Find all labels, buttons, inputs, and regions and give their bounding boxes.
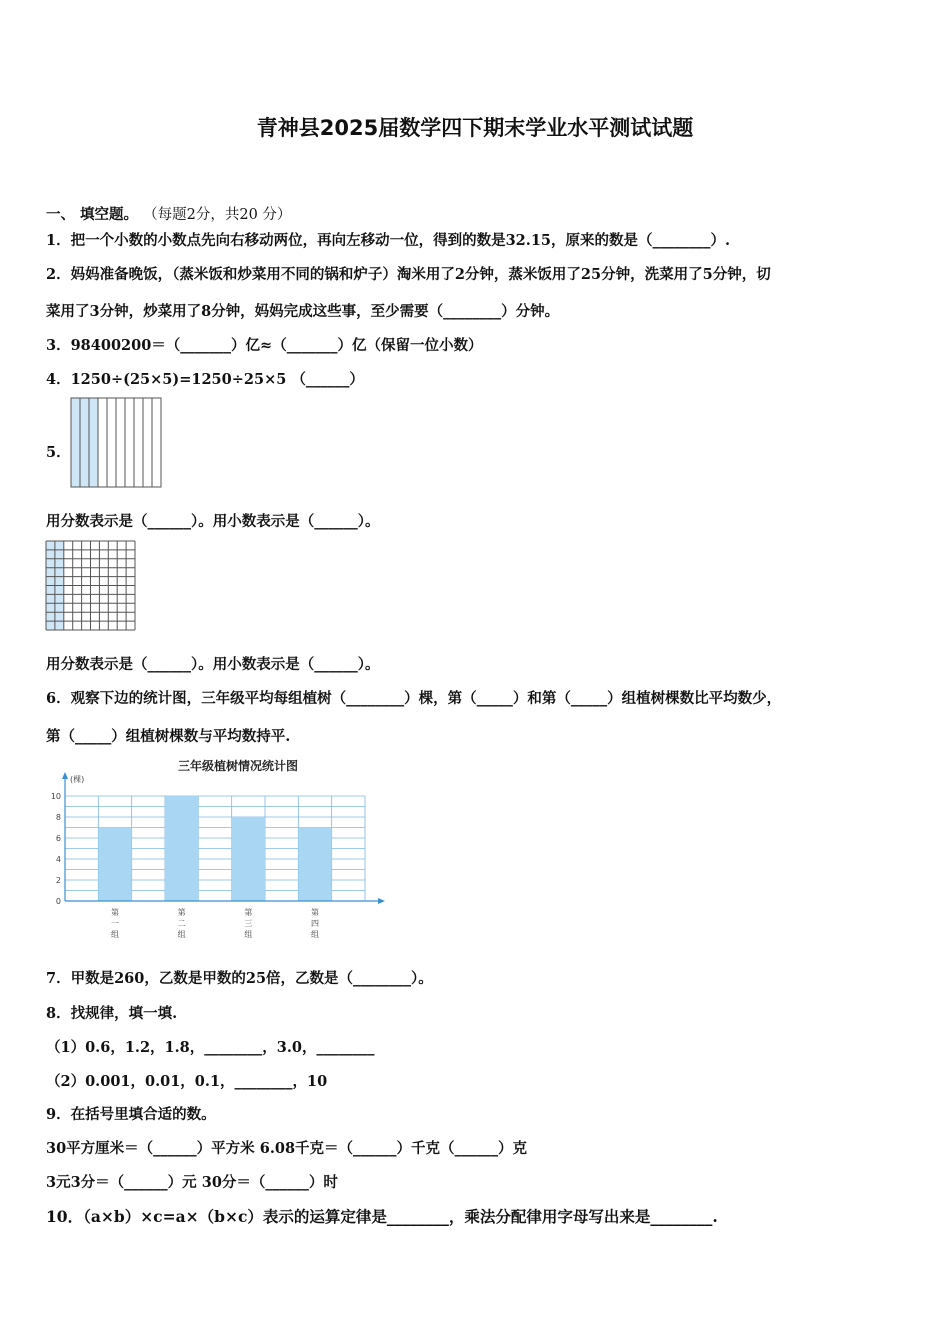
chart-bar xyxy=(98,828,131,902)
question-9-2: 3元3分＝（______）元 30分＝（______）时 xyxy=(46,1174,338,1191)
chart-bar xyxy=(232,817,265,901)
chart-bar xyxy=(298,828,331,902)
chart-y-label: (棵) xyxy=(70,775,85,784)
chart-y-tick: 2 xyxy=(55,876,61,885)
question-1: 1．把一个小数的小数点先向右移动两位，再向左移动一位，得到的数是32.15，原来的数是（________）. xyxy=(46,232,731,249)
strip xyxy=(143,398,152,487)
question-7: 7．甲数是260，乙数是甲数的25倍，乙数是（________）。 xyxy=(46,970,433,987)
question-8: 8．找规律，填一填. xyxy=(46,1005,178,1022)
strip-figure xyxy=(70,397,164,489)
question-8-2: （2）0.001，0.01，0.1，________，10 xyxy=(46,1073,328,1090)
question-3: 3．98400200＝（_______）亿≈（_______）亿（保留一位小数） xyxy=(46,337,483,354)
question-6-line-1: 6．观察下边的统计图，三年级平均每组植树（________）棵，第（_____）和第（_____）组植树棵数比平均数少， xyxy=(46,690,782,707)
strip xyxy=(107,398,116,487)
chart-title: 三年级植树情况统计图 xyxy=(177,759,299,773)
chart-y-axis-arrow xyxy=(62,772,68,779)
question-5-answer-1: 用分数表示是（______）。用小数表示是（______）。 xyxy=(46,513,380,530)
shaded-strip xyxy=(80,398,89,487)
shaded-strip xyxy=(89,398,98,487)
page-title: 青神县2025届数学四下期末学业水平测试试题 xyxy=(256,116,694,140)
shaded-strip xyxy=(71,398,80,487)
strip xyxy=(125,398,134,487)
tree-planting-chart xyxy=(50,752,390,948)
strip xyxy=(152,398,161,487)
section-heading xyxy=(46,203,291,224)
question-4: 4．1250÷(25×5)=1250÷25×5 （______） xyxy=(46,371,364,388)
question-5-label: 5． xyxy=(46,444,71,461)
chart-x-axis-arrow xyxy=(378,898,385,904)
grid-figure xyxy=(45,540,137,632)
question-5-answer-2: 用分数表示是（______）。用小数表示是（______）。 xyxy=(46,656,380,673)
chart-y-tick: 8 xyxy=(55,813,61,822)
strip xyxy=(134,398,143,487)
chart-bar xyxy=(165,796,198,901)
chart-x-label: 第二组 xyxy=(177,908,186,939)
chart-x-label: 第三组 xyxy=(244,908,253,939)
chart-y-tick: 6 xyxy=(55,834,61,843)
chart-y-tick: 10 xyxy=(50,792,61,801)
strip xyxy=(98,398,107,487)
section-note: （每题2分，共20 分） xyxy=(143,207,292,223)
chart-x-label: 第四组 xyxy=(311,908,319,939)
question-6-line-2: 第（_____）组植树棵数与平均数持平. xyxy=(46,728,291,745)
chart-x-label: 第一组 xyxy=(111,908,119,939)
question-2-line-1: 2．妈妈准备晚饭，（蒸米饭和炒菜用不同的锅和炉子）淘米用了2分钟，蒸米饭用了25分钟，洗菜用了5分钟，切 xyxy=(46,266,771,283)
section-heading-text: 一、 填空题。 xyxy=(46,206,139,223)
chart-y-tick: 0 xyxy=(55,897,61,906)
question-10: 10．（a×b）×c=a×（b×c）表示的运算定律是________，乘法分配律用字母写出来是________. xyxy=(46,1207,718,1226)
question-8-1: （1）0.6，1.2，1.8，________，3.0，________ xyxy=(46,1039,375,1056)
question-9-1: 30平方厘米＝（______）平方米 6.08千克＝（______）千克（______）克 xyxy=(46,1140,528,1157)
question-9: 9．在括号里填合适的数。 xyxy=(46,1106,216,1123)
chart-y-tick: 4 xyxy=(55,855,61,864)
strip xyxy=(116,398,125,487)
question-2-line-2: 菜用了3分钟，炒菜用了8分钟，妈妈完成这些事，至少需要（________）分钟。 xyxy=(46,303,560,320)
